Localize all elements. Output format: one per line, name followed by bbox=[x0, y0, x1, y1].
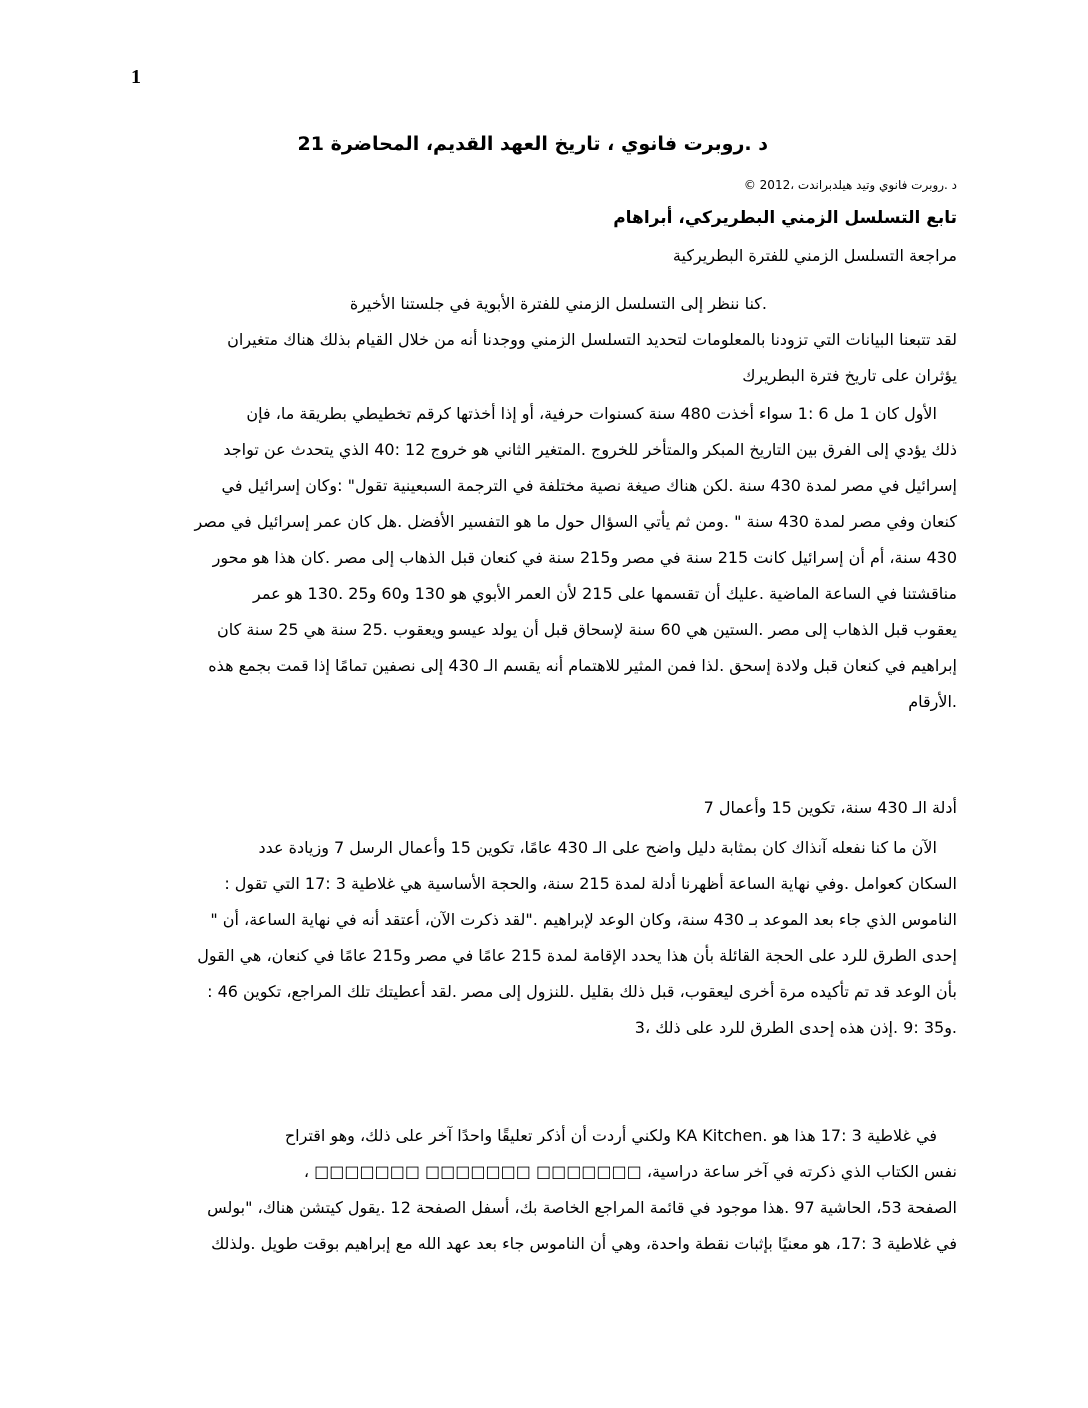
paragraph-line: ذلك يؤدي إلى الفرق بين التاريخ المبكر والمتأخر للخروج .المتغير الثاني هو خروج 12 :40 الذي يتحدث عن تواجد bbox=[223, 440, 957, 459]
section-heading-evidence: أدلة الـ 430 سنة، تكوين 15 وأعمال 7 bbox=[703, 798, 957, 817]
paragraph-line: في غلاطية 3 :17، هو معنيًا بإثبات نقطة واحدة، وهي أن الناموس جاء بعد عهد الله مع إبراهيم بوقت طويل .ولذلك bbox=[211, 1234, 957, 1253]
paragraph-line: بأن الوعد قد تم تأكيده مرة أخرى ليعقوب، قبل ذلك بقليل .للنزول إلى مصر .لقد أعطيتك تلك المراجع، تكوين 46 : bbox=[207, 982, 957, 1001]
paragraph-line: .و35 :9 .إذن هذه إحدى الطرق للرد على ذلك ،3 bbox=[634, 1018, 957, 1037]
paragraph-line: إسرائيل في مصر لمدة 430 سنة .لكن هناك صيغة نصية مختلفة في الترجمة السبعينية تقول" :وكان إسرائيل في bbox=[221, 476, 957, 495]
page-number: 1 bbox=[131, 66, 141, 88]
copyright-line: د .روبرت فانوي وتيد هيلدبراندت ،2012 © bbox=[743, 178, 957, 192]
paragraph-3 bbox=[127, 396, 957, 720]
paragraph-line: الأول كان 1 مل 6 :1 سواء أخذت 480 سنة كسنوات حرفية، أو إذا أخذتها كرقم تخطيطي بطريقة ما، فإن bbox=[246, 404, 937, 423]
paragraph-line: 430 سنة، أم أن إسرائيل كانت 215 سنة في مصر و215 سنة في كنعان قبل الذهاب إلى مصر .كان هذا هو محور bbox=[212, 548, 957, 567]
paragraph-line: يؤثران على تاريخ فترة البطريرك bbox=[742, 366, 957, 385]
paragraph-line: الآن ما كنا نفعله آنذاك كان بمثابة دليل واضح على الـ 430 عامًا، تكوين 15 وأعمال الرسل 7 وزيادة عدد bbox=[258, 838, 937, 857]
paragraph-line: كنعان وفي مصر لمدة 430 سنة " .ومن ثم يأتي السؤال حول ما هو التفسير الأفضل .هل كان عمر إسرائيل في مصر bbox=[194, 512, 957, 531]
paragraph-line: السكان كعوامل .وفي نهاية الساعة أظهرنا أدلة لمدة 215 سنة، والحجة الأساسية هي غلاطية 3 :17 التي تقول : bbox=[224, 874, 957, 893]
paragraph-4 bbox=[127, 830, 957, 1046]
paragraph-line: يعقوب قبل الذهاب إلى مصر .الستين هي 60 سنة لإسحاق قبل أن يولد عيسو ويعقوب .25 سنة هي 25 سنة كان bbox=[216, 620, 957, 639]
lecture-subtitle: تابع التسلسل الزمني البطريركي، أبراهام bbox=[613, 208, 957, 228]
paragraph-line: الصفحة 53، الحاشية 97 .هذا موجود في قائمة المراجع الخاصة بك، أسفل الصفحة 12 .يقول كيتشن هناك، "بولس bbox=[207, 1198, 957, 1217]
section-heading-review: مراجعة التسلسل الزمني للفترة البطريركية bbox=[672, 246, 957, 265]
paragraph-1 bbox=[127, 286, 957, 322]
paragraph-line: لقد تتبعنا البيانات التي تزودنا بالمعلومات لتحديد التسلسل الزمني ووجدنا أنه من خلال القيام بذلك هناك متغيران bbox=[227, 330, 957, 349]
paragraph-line: .كنا ننظر إلى التسلسل الزمني للفترة الأبوية في جلستنا الأخيرة bbox=[349, 294, 767, 313]
paragraph-line: إبراهيم في كنعان قبل ولادة إسحق .لذا فمن المثير للاهتمام أنه يقسم الـ 430 إلى نصفين تمامًا إذا قمت بجمع هذه bbox=[208, 656, 957, 675]
paragraph-line: في غلاطية 3 :17 هذا هو .KA Kitchen ولكني أردت أن أذكر تعليقًا واحدًا آخر على ذلك، وهو اقتراح bbox=[284, 1126, 937, 1145]
paragraph-line: الناموس الذي جاء بعد الموعد بـ 430 سنة، وكان الوعد لإبراهيم ."لقد ذكرت الآن، أعتقد أنه في نهاية الساعة، أن " bbox=[210, 910, 957, 929]
paragraph-5 bbox=[127, 1118, 957, 1262]
paragraph-line: .الأرقام bbox=[908, 692, 957, 711]
paragraph-2 bbox=[127, 322, 957, 394]
paragraph-line: نفس الكتاب الذي ذكرته في آخر ساعة دراسية، □□□□□□□ □□□□□□□ □□□□□□□ ، bbox=[303, 1162, 957, 1181]
paragraph-line: مناقشتنا في الساعة الماضية .عليك أن تقسمها على 215 لأن العمر الأبوي هو 130 و60 و25 .130 هو عمر bbox=[253, 584, 957, 603]
paragraph-line: إحدى الطرق للرد على الحجة القائلة بأن هذا يحدد الإقامة لمدة 215 عامًا في مصر و215 عامًا في كنعان، هي القول bbox=[197, 946, 957, 965]
lecture-title: د .روبرت فانوي ، تاريخ العهد القديم، المحاضرة 21 bbox=[297, 133, 768, 155]
